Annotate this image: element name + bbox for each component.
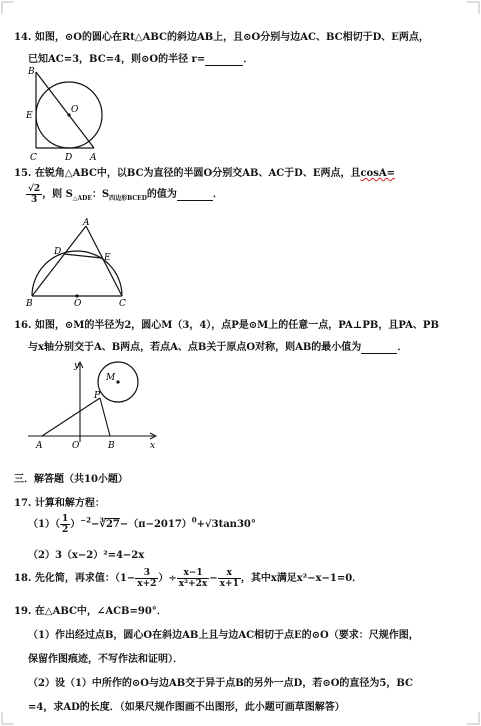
q17-p1-rest-a: ） — [70, 519, 81, 530]
q14-text2: 已知AC=3，BC=4，则⊙O的半径 r= — [28, 54, 206, 65]
q19-line1 — [14, 602, 167, 617]
q17-p1-rest-c: −（π−2017） — [119, 519, 192, 530]
q17-p1-exp2: 0 — [191, 515, 197, 525]
q15-frac-num: √2 — [28, 184, 41, 194]
q17-p2-text: （2）3（x−2）²=4−2x — [28, 550, 145, 561]
q18-frac2-num: x−1 — [177, 568, 209, 579]
q15-center-dot — [75, 294, 78, 297]
q18-text-d: ，其中x满足x²−x−1=0． — [240, 573, 363, 584]
q15-frac-den: 3 — [30, 195, 38, 205]
q17-p1-rest-d: +√3tan30° — [196, 519, 256, 530]
q16-line-pb — [100, 398, 110, 436]
q15-label-c: C — [119, 299, 126, 308]
q19-p2b-text: =4，求AD的长度．（如果尺规作图画不出图形，此小题可画草图解答） — [28, 702, 345, 713]
q18-number: 18. — [14, 573, 32, 584]
q16-line-pa — [42, 398, 100, 436]
q14-label-e: E — [26, 111, 33, 121]
q19-number: 19. — [14, 606, 32, 617]
q18-frac2 — [177, 568, 209, 589]
q16-figure — [24, 356, 164, 450]
q14-label-o: O — [71, 105, 79, 115]
q15-label-d: D — [54, 247, 62, 257]
q15-text1: 在锐角△ABC中，以BC为直径的半圆O分别交AB、AC于D、E两点，且 — [34, 168, 361, 179]
q14-number: 14. — [14, 32, 32, 43]
q16-number: 16. — [14, 320, 32, 331]
q19-p1b-text: 保留作图痕迹，不写作法和证明）． — [28, 654, 183, 665]
q18-frac3-num: x — [218, 568, 241, 579]
q15-label-b: B — [26, 299, 33, 308]
q15-text2a: ，则 S — [42, 189, 73, 200]
q17-part2 — [28, 546, 144, 561]
q15-number: 15. — [14, 168, 32, 179]
q15-answer-blank — [177, 189, 213, 201]
q17-title: 计算和解方程： — [34, 498, 105, 509]
q14-label-c: C — [30, 153, 37, 163]
q18-frac1-den: x+2 — [137, 579, 157, 589]
q16-line2 — [28, 338, 407, 354]
q17-p1-rest-b: − — [90, 519, 100, 530]
q14-figure — [22, 64, 112, 164]
q15-figure — [22, 216, 132, 308]
q15-label-e: E — [104, 253, 111, 263]
q16-text2: 与x轴分别交于A、B两点，若点A、点B关于原点O对称，则AB的最小值为 — [28, 342, 362, 353]
q15-cos: cosA= — [360, 168, 395, 179]
q19-title: 在△ABC中，∠ACB=90°． — [34, 606, 167, 617]
q19-p2a-text: （2）设（1）中所作的⊙O与边AB交于异于点B的另外一点D，若⊙O的直径为5，BC — [28, 678, 413, 689]
q19-p1a — [28, 626, 419, 641]
q15-end: ． — [212, 189, 223, 200]
q18-text-b: ）÷ — [158, 573, 177, 584]
q15-sub1: △ADE — [72, 195, 92, 202]
q16-center-dot — [116, 380, 119, 383]
q14-text1: 如图，⊙O的圆心在Rt△ABC的斜边AB上，且⊙O分别与边AC、BC相切于D、E两点， — [34, 32, 429, 43]
q17-p1-exp: −2 — [80, 515, 91, 525]
q16-label-o: O — [72, 441, 80, 450]
q19-p2b — [28, 698, 345, 713]
q17-line1 — [14, 494, 105, 509]
crop-mark-bottom-right — [467, 712, 481, 726]
q18-frac3 — [218, 568, 241, 589]
q18-frac2-den: x²+2x — [178, 579, 208, 589]
crop-mark-top-right — [467, 0, 481, 14]
q18-frac3-den: x+1 — [219, 579, 239, 589]
q19-p1b — [28, 650, 183, 665]
q17-number: 17. — [14, 498, 32, 509]
q14-answer-blank — [205, 54, 243, 66]
q16-text1: 如图，⊙M的半径为2，圆心M（3，4），点P是⊙M上的任意一点，PA⊥PB，且PA、PB — [34, 320, 439, 331]
q16-answer-blank — [361, 342, 397, 354]
q17-p1-frac-num: 1 — [61, 514, 69, 524]
q16-label-m: M — [106, 373, 116, 383]
q15-line2 — [26, 184, 223, 205]
q15-text2b: 的值为 — [146, 189, 177, 200]
q19-p2a — [28, 674, 413, 689]
q18-text-a: 先化简，再求值：（1− — [34, 573, 136, 584]
q16-label-y: y — [74, 361, 80, 371]
q14-label-b: B — [28, 67, 35, 77]
q17-p1-fraction — [60, 514, 70, 535]
q16-end: ． — [397, 342, 408, 353]
q18-text-c: − — [209, 573, 218, 584]
q14-label-d: D — [65, 153, 73, 163]
q16-label-p: P — [94, 391, 101, 401]
q15-sub2: 四边形BCED — [109, 195, 147, 202]
section-3-heading — [14, 470, 128, 485]
q14-label-a: A — [90, 153, 97, 163]
crop-mark-top-left — [0, 0, 14, 14]
q14-line1 — [14, 28, 429, 43]
q14-end: ． — [243, 54, 254, 65]
section-3-title: 三．解答题（共10小题） — [14, 474, 128, 485]
q17-p1-frac-den: 2 — [61, 525, 69, 535]
q18-frac1-num: 3 — [135, 568, 158, 579]
q18-line — [14, 568, 362, 589]
q15-colon: ：S — [91, 189, 110, 200]
q16-label-a: A — [36, 441, 43, 450]
q16-label-b: B — [108, 441, 115, 450]
q18-frac1 — [135, 568, 158, 589]
q17-p1-root: ∛27 — [99, 519, 120, 530]
q15-label-o: O — [74, 299, 82, 308]
q19-p1a-text: （1）作出经过点B，圆心O在斜边AB上且与边AC相切于点E的⊙O（要求：尺规作图， — [28, 630, 419, 641]
q16-label-x: x — [150, 441, 156, 450]
q17-part1 — [28, 514, 256, 535]
q15-label-a: A — [83, 218, 90, 228]
q17-p1-label: （1）（ — [28, 519, 60, 530]
q16-line1 — [14, 316, 439, 331]
q15-side-ab — [32, 226, 86, 296]
q15-fraction — [26, 184, 42, 205]
crop-mark-bottom-left — [0, 712, 14, 726]
q15-line1 — [14, 164, 395, 179]
